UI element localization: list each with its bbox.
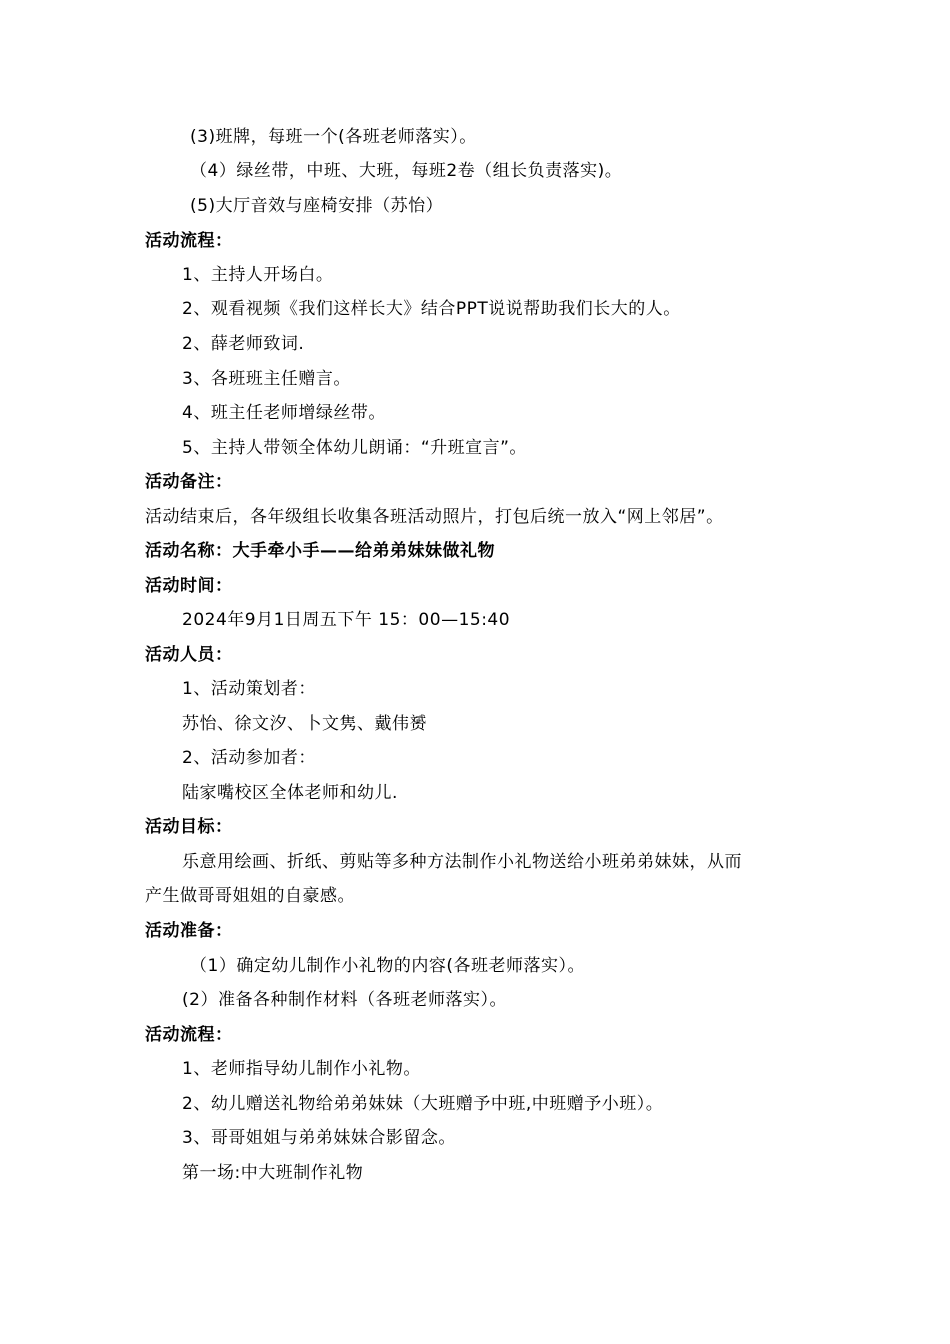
activity-name: 活动名称：大手牵小手——给弟弟妹妹做礼物 (145, 541, 495, 561)
process2-item-1: 1、老师指导幼儿制作小礼物。 (182, 1059, 421, 1079)
section-heading-process: 活动流程： (145, 231, 233, 251)
process-item-2b: 2、薛老师致词. (182, 334, 305, 354)
process-item-2: 2、观看视频《我们这样长大》结合PPT说说帮助我们长大的人。 (182, 299, 681, 319)
notes-text: 活动结束后，各年级组长收集各班活动照片，打包后统一放入“网上邻居”。 (145, 507, 724, 527)
process-item-3: 3、各班班主任赠言。 (182, 369, 351, 389)
section-heading-goals: 活动目标： (145, 817, 233, 837)
process-item-5: 5、主持人带领全体幼儿朗诵：“升班宣言”。 (182, 438, 527, 458)
section-heading-preparation: 活动准备： (145, 921, 233, 941)
prep-item-3: (3)班牌，每班一个(各班老师落实）。 (190, 127, 477, 147)
process-item-4: 4、班主任老师增绿丝带。 (182, 403, 386, 423)
people-item-1: 1、活动策划者： (182, 679, 316, 699)
goals-text-line-2: 产生做哥哥姐姐的自豪感。 (145, 886, 355, 906)
activity-time-value: 2024年9月1日周五下午 15：00—15:40 (182, 610, 511, 630)
process2-item-3: 3、哥哥姐姐与弟弟妹妹合影留念。 (182, 1128, 456, 1148)
section-heading-process-2: 活动流程： (145, 1025, 233, 1045)
planners-names: 苏怡、徐文汐、卜文隽、戴伟赟 (182, 714, 427, 734)
participants-text: 陆家嘴校区全体老师和幼儿. (182, 783, 398, 803)
preparation-item-2: (2）准备各种制作材料（各班老师落实）。 (182, 990, 507, 1010)
session-one-text: 第一场:中大班制作礼物 (182, 1163, 364, 1183)
section-heading-people: 活动人员： (145, 645, 233, 665)
goals-text-line-1: 乐意用绘画、折纸、剪贴等多种方法制作小礼物送给小班弟弟妹妹，从而 (182, 852, 742, 872)
prep-item-5: (5)大厅音效与座椅安排（苏怡） (190, 196, 444, 216)
people-item-2: 2、活动参加者： (182, 748, 316, 768)
section-heading-notes: 活动备注： (145, 472, 233, 492)
process2-item-2: 2、幼儿赠送礼物给弟弟妹妹（大班赠予中班,中班赠予小班）。 (182, 1094, 664, 1114)
preparation-item-1: （1）确定幼儿制作小礼物的内容(各班老师落实）。 (190, 956, 585, 976)
prep-item-4: （4）绿丝带，中班、大班，每班2卷（组长负责落实)。 (190, 161, 623, 181)
process-item-1: 1、主持人开场白。 (182, 265, 334, 285)
section-heading-time: 活动时间： (145, 576, 233, 596)
